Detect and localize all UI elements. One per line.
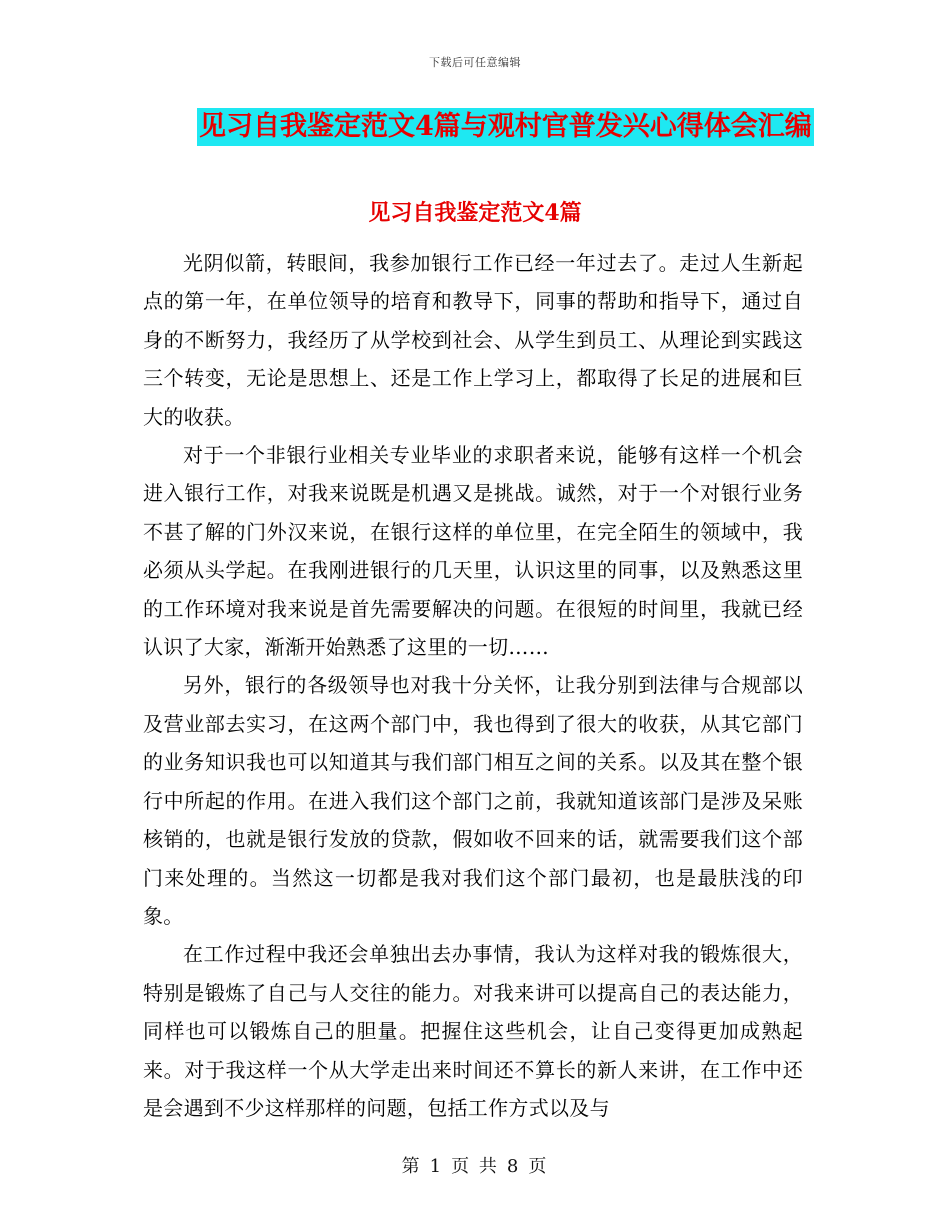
page-header-note: 下载后可任意编辑 xyxy=(429,56,521,69)
page-footer xyxy=(0,1152,950,1178)
section-title: 见习自我鉴定范文4篇 xyxy=(368,200,582,226)
paragraph-2: 对于一个非银行业相关专业毕业的求职者来说，能够有这样一个机会进入银行工作，对我来说既是机遇又是挑战。诚然，对于一个对银行业务不甚了解的门外汉来说，在银行这样的单位里，在完全陌生的领域中，我必须从头学起。在我刚进银行的几天里，认识这里的同事，以及熟悉这里的工作环境对我来说是首先需要解决的问题。在很短的时间里，我就已经认识了大家，渐渐开始熟悉了这里的一切…… xyxy=(143,443,803,660)
main-title: 见习自我鉴定范文4篇与观村官普发兴心得体会汇编 xyxy=(197,108,814,146)
footer-prefix: 第 xyxy=(401,1156,422,1177)
paragraph-1: 光阴似箭，转眼间，我参加银行工作已经一年过去了。走过人生新起点的第一年，在单位领导的培育和教导下，同事的帮助和指导下，通过自身的不断努力，我经历了从学校到社会、从学生到员工、从理论到实践这三个转变，无论是思想上、还是工作上学习上，都取得了长足的进展和巨大的收获。 xyxy=(143,251,803,429)
footer-suffix: 页 xyxy=(528,1156,549,1177)
paragraph-4: 在工作过程中我还会单独出去办事情，我认为这样对我的锻炼很大，特别是锻炼了自己与人交往的能力。对我来讲可以提高自己的表达能力，同样也可以锻炼自己的胆量。把握住这些机会，让自己变得更加成熟起来。对于我这样一个从大学走出来时间还不算长的新人来讲，在工作中还是会遇到不少这样那样的问题，包括工作方式以及与 xyxy=(143,942,803,1120)
paragraph-3: 另外，银行的各级领导也对我十分关怀，让我分别到法律与合规部以及营业部去实习，在这两个部门中，我也得到了很大的收获，从其它部门的业务知识我也可以知道其与我们部门相互之间的关系。以及其在整个银行中所起的作用。在进入我们这个部门之前，我就知道该部门是涉及呆账核销的，也就是银行发放的贷款，假如收不回来的话，就需要我们这个部门来处理的。当然这一切都是我对我们这个部门最初，也是最肤浅的印象。 xyxy=(143,673,803,928)
document-body xyxy=(143,244,803,1127)
footer-page-number: 1 xyxy=(429,1156,444,1177)
footer-middle: 页 共 xyxy=(451,1156,499,1177)
main-title-container xyxy=(197,108,814,146)
footer-total-pages: 8 xyxy=(506,1156,521,1177)
